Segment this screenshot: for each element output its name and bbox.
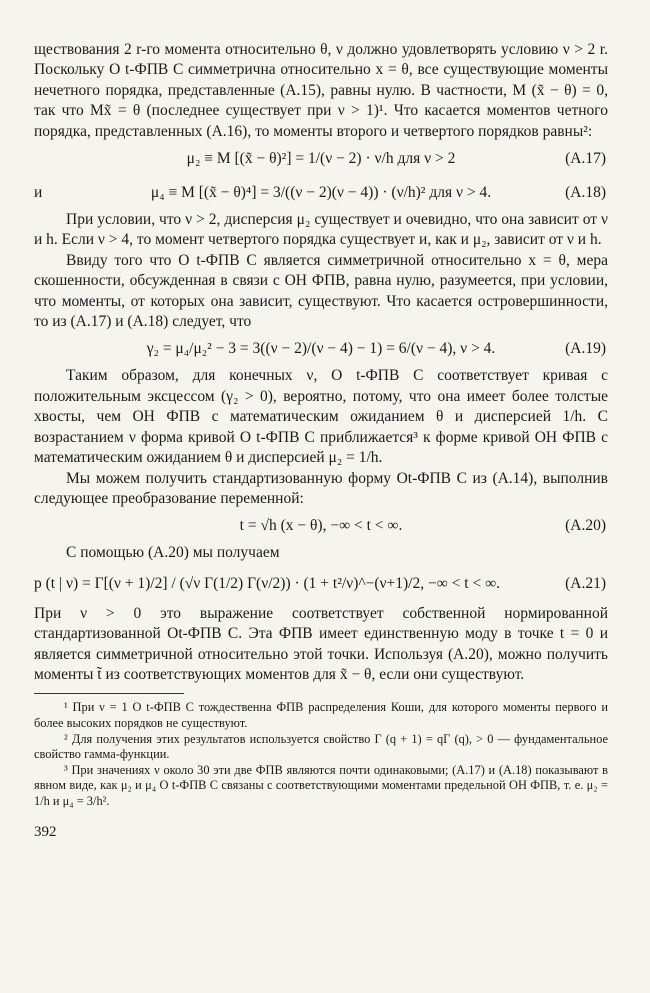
equation-a17 xyxy=(34,142,608,176)
equation-a20-body: t = √h (x − θ), −∞ < t < ∞. xyxy=(239,517,403,535)
equation-a18-lead: и xyxy=(34,184,43,202)
equation-a19-label: (А.19) xyxy=(565,340,606,358)
footnote-2: ² Для получения этих результатов используется свойство Γ (q + 1) = qΓ (q), > 0 — фундаментальное свойство гамма-функции. xyxy=(34,731,608,762)
footnote-1: ¹ При ν = 1 О t-ФПВ С тождественна ФПВ распределения Коши, для которого моменты первого и более высоких порядков не существуют. xyxy=(34,700,608,730)
equation-a17-body: μ₂ ≡ M [(x̃ − θ)²] = 1/(ν − 2) · ν/h для ν > 2 xyxy=(186,150,456,168)
equation-a19 xyxy=(34,332,608,366)
page-body xyxy=(34,40,608,841)
paragraph-2: При условии, что ν > 2, дисперсия μ₂ существует и очевидно, что она зависит от ν и h. Если ν > 4, то момент четвертого порядка существует и, как и μ₂, зависит от ν и h. xyxy=(34,211,608,249)
paragraph-3: Ввиду того что О t-ФПВ С является симметричной относительно x = θ, мера скошенности, обсужденная в связи с ОН ФПВ, равна нулю, разумеется, при условии, что моменты, от которых она зависит, существуют. Что касается островершинности, то из (А.17) и (А.18) следует, что xyxy=(34,251,608,331)
equation-a20 xyxy=(34,509,608,543)
paragraph-7: При ν > 0 это выражение соответствует собственной нормированной стандартизованной Оt-ФПВ С. Эта ФПВ имеет единственную моду в точке t = 0 и является симметричной относительно этой точки. Используя (А.20), можно получить моменты t̃ из соответствующих моментов для x̃ − θ, если они существуют. xyxy=(34,604,608,683)
equation-a17-label: (А.17) xyxy=(565,150,606,168)
equation-a18-label: (А.18) xyxy=(565,184,606,202)
paragraph-1: ществования 2 r-го момента относительно θ, ν должно удовлетворять условию ν > 2 r. Поскольку О t-ФПВ С симметрична относительно x = θ, все существующие моменты нечетного порядка, представленные (А.15), равны нулю. В частности, M (x̃ − θ) = 0, так что Mx̃ = θ (последнее существует при ν > 1)¹. Что касается моментов четного порядка, представленных (А.16), то моменты второго и четвертого порядков равны²: xyxy=(34,41,608,140)
equation-a18 xyxy=(34,176,608,210)
equation-a21 xyxy=(34,564,608,604)
equation-a21-label: (А.21) xyxy=(565,574,606,592)
paragraph-6: С помощью (А.20) мы получаем xyxy=(66,544,280,562)
equation-a18-body: μ₄ ≡ M [(x̃ − θ)⁴] = 3/((ν − 2)(ν − 4)) · (ν/h)² для ν > 4. xyxy=(150,184,492,202)
equation-a21-body: p (t | ν) = Γ[(ν + 1)/2] / (√ν Γ(1/2) Γ(ν/2)) · (1 + t²/ν)^−(ν+1)/2, −∞ < t < ∞. xyxy=(34,574,500,592)
page-number: 392 xyxy=(34,823,57,840)
footnote-3: ³ При значениях ν около 30 эти две ФПВ являются почти одинаковыми; (А.17) и (А.18) показывают в явном виде, как μ₂ и μ₄ О t-ФПВ С связаны с соответствующими моментами предельной ОН ФПВ, т. е. μ₂ = 1/h и μ₄ = 3/h². xyxy=(34,762,608,808)
paragraph-4: Таким образом, для конечных ν, О t-ФПВ С соответствует кривая с положительным эксцессом (γ₂ > 0), вероятно, потому, что она имеет более толстые хвосты, чем ОН ФПВ с математическим ожиданием θ и дисперсией 1/h. С возрастанием ν форма кривой О t-ФПВ С приближается³ к форме кривой ОН ФПВ с математическим ожиданием θ и дисперсией μ₂ = 1/h. xyxy=(34,367,608,467)
footnote-divider xyxy=(34,693,184,694)
equation-a19-body: γ₂ = μ₄/μ₂² − 3 = 3((ν − 2)/(ν − 4) − 1) = 6/(ν − 4), ν > 4. xyxy=(146,340,496,358)
paragraph-5: Мы можем получить стандартизованную форму Оt-ФПВ С из (А.14), выполнив следующее преобразование переменной: xyxy=(34,469,608,507)
equation-a20-label: (А.20) xyxy=(565,517,606,535)
